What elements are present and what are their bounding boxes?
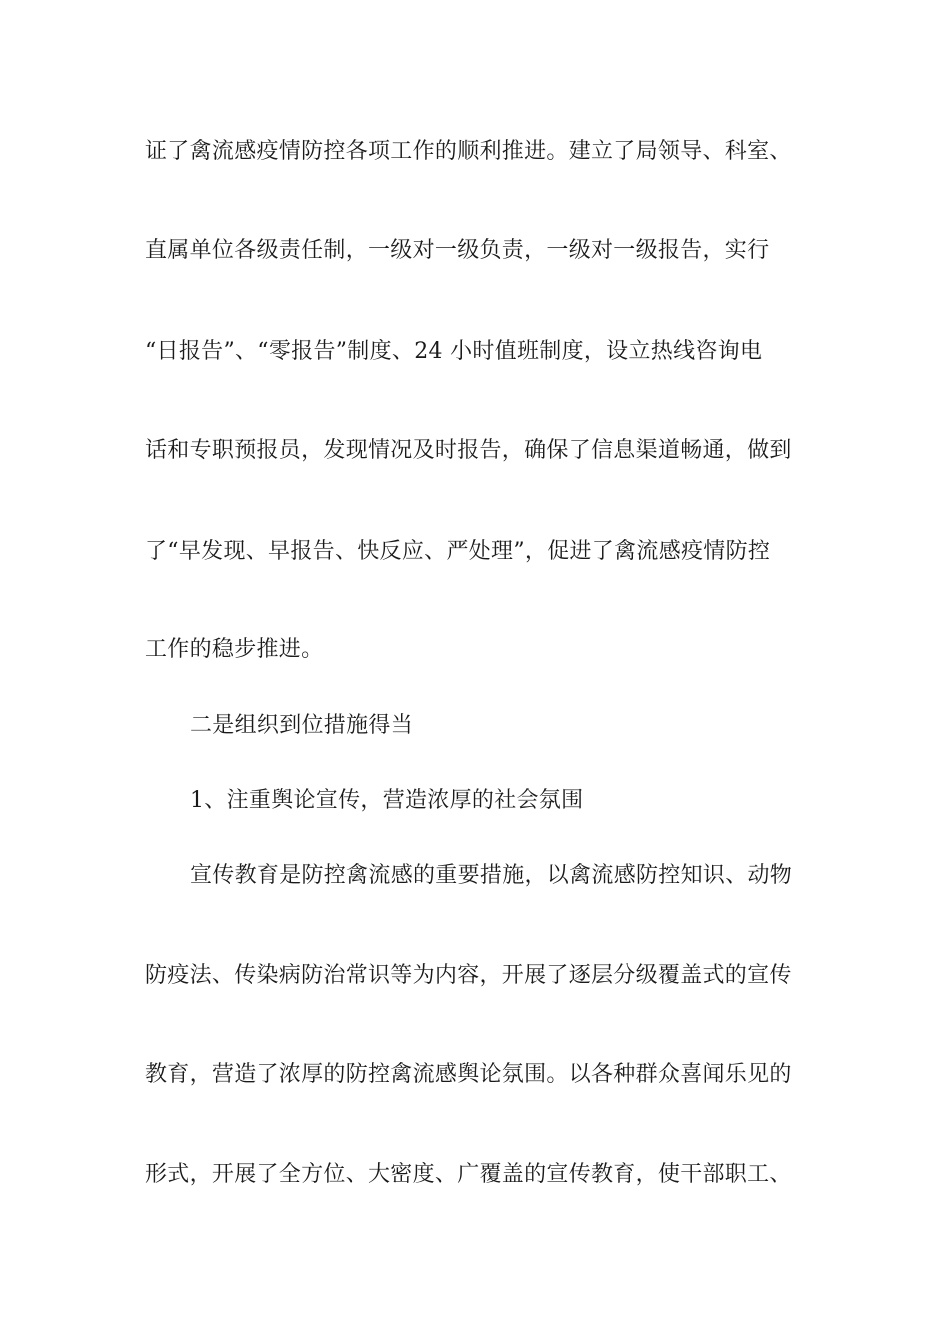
paragraph-line: 形式，开展了全方位、大密度、广覆盖的宣传教育，使干部职工、 <box>145 1162 792 1187</box>
subsection-heading: 1、注重舆论宣传，营造浓厚的社会氛围 <box>190 788 584 813</box>
paragraph-line: 直属单位各级责任制，一级对一级负责，一级对一级报告，实行 <box>145 238 770 263</box>
section-heading: 二是组织到位措施得当 <box>190 713 414 738</box>
paragraph-line: 了“早发现、早报告、快反应、严处理”，促进了禽流感疫情防控 <box>145 539 771 564</box>
paragraph-line: 证了禽流感疫情防控各项工作的顺利推进。建立了局领导、科室、 <box>145 139 792 164</box>
paragraph-line: 话和专职预报员，发现情况及时报告，确保了信息渠道畅通，做到 <box>145 438 792 463</box>
paragraph-line: 防疫法、传染病防治常识等为内容，开展了逐层分级覆盖式的宣传 <box>145 963 792 988</box>
paragraph-line: 宣传教育是防控禽流感的重要措施，以禽流感防控知识、动物 <box>190 863 793 888</box>
paragraph-line: 教育，营造了浓厚的防控禽流感舆论氛围。以各种群众喜闻乐见的 <box>145 1062 792 1087</box>
paragraph-line: 工作的稳步推进。 <box>145 637 324 662</box>
paragraph-line: “日报告”、“零报告”制度、24 小时值班制度，设立热线咨询电 <box>145 339 763 364</box>
